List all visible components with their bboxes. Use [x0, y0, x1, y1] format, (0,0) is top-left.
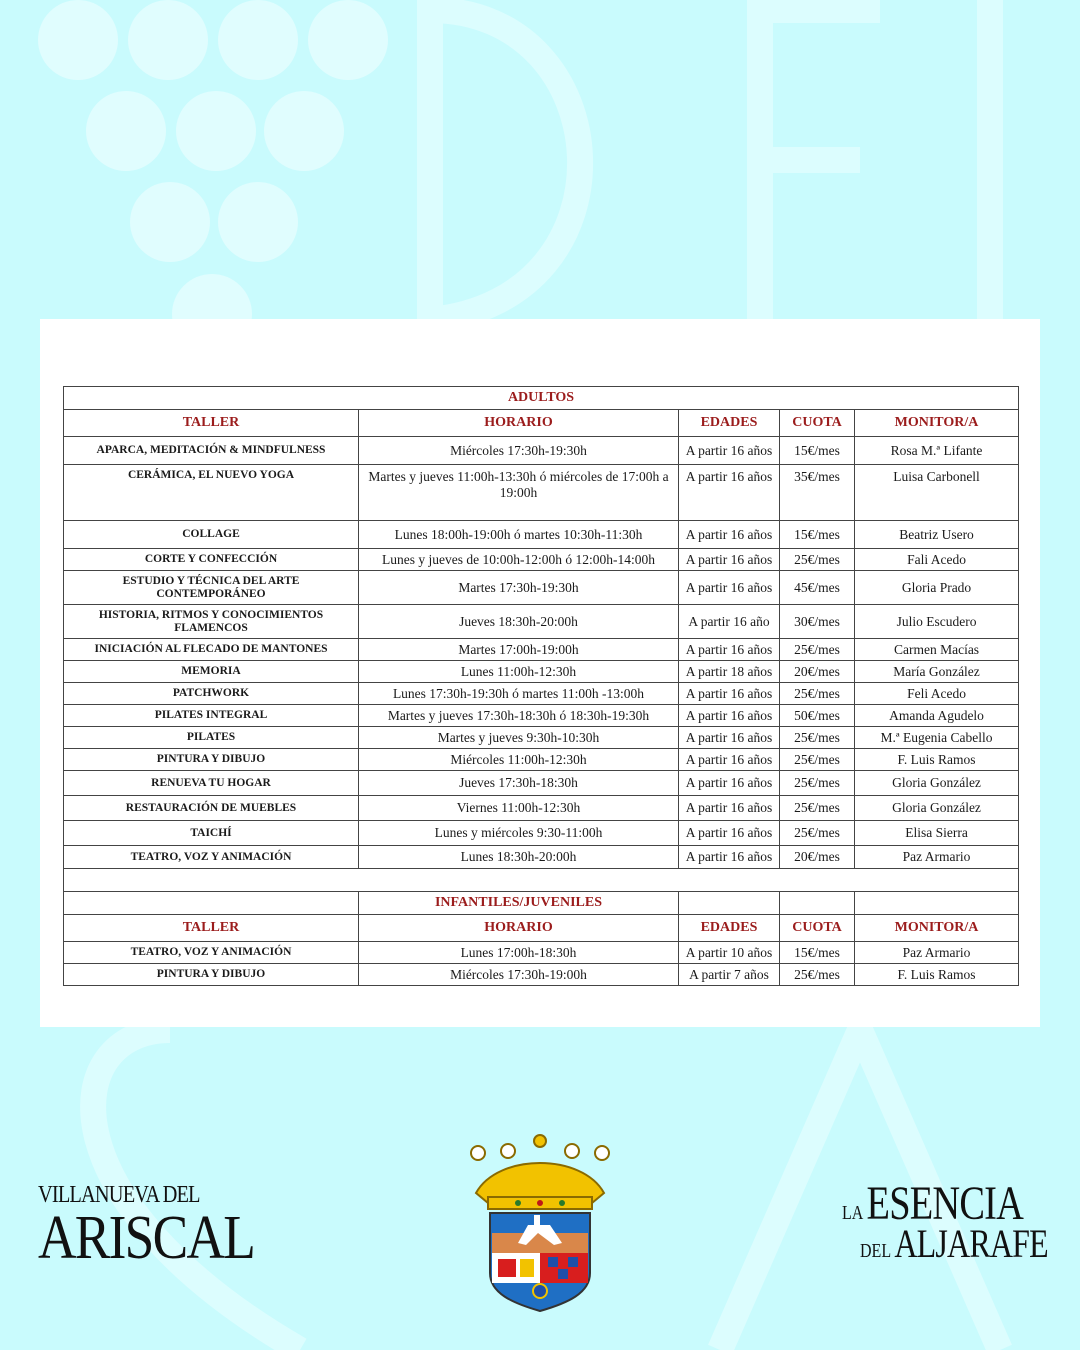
cell-edades: A partir 16 años	[679, 683, 780, 705]
cell-monitor: Amanda Agudelo	[855, 705, 1019, 727]
cell-monitor: Gloria Prado	[855, 571, 1019, 605]
cell-taller: ESTUDIO Y TÉCNICA DEL ARTE CONTEMPORÁNEO	[64, 571, 359, 605]
cell-edades: A partir 16 años	[679, 571, 780, 605]
table-row	[64, 727, 1019, 749]
cell-monitor: Fali Acedo	[855, 549, 1019, 571]
cell-taller: APARCA, MEDITACIÓN & MINDFULNESS	[64, 437, 359, 465]
cell-edades: A partir 16 años	[679, 749, 780, 771]
cell-monitor: Beatriz Usero	[855, 521, 1019, 549]
cell-taller: CORTE Y CONFECCIÓN	[64, 549, 359, 571]
cell-monitor: María González	[855, 661, 1019, 683]
cell-taller: PINTURA Y DIBUJO	[64, 749, 359, 771]
cell-edades: A partir 16 años	[679, 705, 780, 727]
table-row	[64, 796, 1019, 821]
cell-edades: A partir 16 años	[679, 846, 780, 869]
cell-taller: PILATES	[64, 727, 359, 749]
cell-horario: Martes y jueves 17:30h-18:30h ó 18:30h-19:30h	[359, 705, 679, 727]
cell-taller: TEATRO, VOZ Y ANIMACIÓN	[64, 942, 359, 964]
cell-monitor: Luisa Carbonell	[855, 465, 1019, 521]
table-row	[64, 705, 1019, 727]
table-row	[64, 549, 1019, 571]
cell-monitor: F. Luis Ramos	[855, 749, 1019, 771]
column-header-horario: HORARIO	[359, 410, 679, 437]
column-header-monitor: MONITOR/A	[855, 410, 1019, 437]
cell-horario: Martes y jueves 11:00h-13:30h ó miércoles de 17:00h a 19:00h	[359, 465, 679, 521]
cell-cuota: 15€/mes	[780, 942, 855, 964]
cell-taller: COLLAGE	[64, 521, 359, 549]
cell-edades: A partir 16 años	[679, 796, 780, 821]
section-title: INFANTILES/JUVENILES	[359, 892, 679, 915]
cell-monitor: Rosa M.ª Lifante	[855, 437, 1019, 465]
cell-horario: Lunes y jueves de 10:00h-12:00h ó 12:00h-14:00h	[359, 549, 679, 571]
cell-edades: A partir 16 años	[679, 821, 780, 846]
table-row	[64, 437, 1019, 465]
cell-cuota: 25€/mes	[780, 749, 855, 771]
logo-right-line2	[860, 1221, 1048, 1266]
cell-edades: A partir 16 años	[679, 549, 780, 571]
table-row	[64, 942, 1019, 964]
villanueva-del-ariscal-logo	[38, 1182, 268, 1272]
cell-horario: Lunes 18:30h-20:00h	[359, 846, 679, 869]
cell-cuota: 25€/mes	[780, 683, 855, 705]
table-row	[64, 771, 1019, 796]
cell-cuota: 35€/mes	[780, 465, 855, 521]
section-adultos	[64, 387, 1019, 410]
logo-left-line1: VILLANUEVA DEL	[38, 1182, 200, 1208]
column-header-horario: HORARIO	[359, 915, 679, 942]
spacer-cell	[64, 869, 1019, 892]
cell-cuota: 50€/mes	[780, 705, 855, 727]
cell-cuota: 25€/mes	[780, 821, 855, 846]
cell-edades: A partir 16 años	[679, 639, 780, 661]
cell-monitor: Gloria González	[855, 771, 1019, 796]
cell-taller: INICIACIÓN AL FLECADO DE MANTONES	[64, 639, 359, 661]
cell-edades: A partir 16 años	[679, 521, 780, 549]
cell-cuota: 25€/mes	[780, 964, 855, 986]
cell-monitor: Carmen Macías	[855, 639, 1019, 661]
column-header-cuota: CUOTA	[780, 915, 855, 942]
cell-horario: Jueves 17:30h-18:30h	[359, 771, 679, 796]
section-title-empty	[679, 892, 780, 915]
column-header-taller: TALLER	[64, 410, 359, 437]
cell-monitor: Gloria González	[855, 796, 1019, 821]
table-row	[64, 465, 1019, 521]
schedule-table-body	[64, 387, 1019, 986]
table-row	[64, 683, 1019, 705]
cell-horario: Martes 17:30h-19:30h	[359, 571, 679, 605]
youth-header-row	[64, 915, 1019, 942]
table-row	[64, 749, 1019, 771]
section-title-empty	[780, 892, 855, 915]
column-header-monitor: MONITOR/A	[855, 915, 1019, 942]
schedule-table	[63, 386, 1019, 986]
cell-horario: Lunes 17:30h-19:30h ó martes 11:00h -13:00h	[359, 683, 679, 705]
cell-horario: Miércoles 17:30h-19:00h	[359, 964, 679, 986]
section-title-empty	[855, 892, 1019, 915]
logo-right-del: DEL	[860, 1240, 892, 1262]
cell-taller: TAICHÍ	[64, 821, 359, 846]
cell-taller: PINTURA Y DIBUJO	[64, 964, 359, 986]
cell-edades: A partir 16 años	[679, 727, 780, 749]
table-row	[64, 571, 1019, 605]
cell-monitor: Paz Armario	[855, 942, 1019, 964]
cell-taller: PATCHWORK	[64, 683, 359, 705]
section-infantiles	[64, 892, 1019, 915]
column-header-cuota: CUOTA	[780, 410, 855, 437]
cell-horario: Lunes y miércoles 9:30-11:00h	[359, 821, 679, 846]
cell-cuota: 25€/mes	[780, 549, 855, 571]
cell-monitor: M.ª Eugenia Cabello	[855, 727, 1019, 749]
cell-cuota: 25€/mes	[780, 796, 855, 821]
cell-edades: A partir 10 años	[679, 942, 780, 964]
cell-taller: RENUEVA TU HOGAR	[64, 771, 359, 796]
cell-taller: PILATES INTEGRAL	[64, 705, 359, 727]
table-row	[64, 605, 1019, 639]
cell-edades: A partir 18 años	[679, 661, 780, 683]
cell-monitor: Feli Acedo	[855, 683, 1019, 705]
adults-header-row	[64, 410, 1019, 437]
cell-cuota: 30€/mes	[780, 605, 855, 639]
cell-cuota: 15€/mes	[780, 521, 855, 549]
cell-horario: Miércoles 11:00h-12:30h	[359, 749, 679, 771]
cell-horario: Miércoles 17:30h-19:30h	[359, 437, 679, 465]
cell-taller: CERÁMICA, EL NUEVO YOGA	[64, 465, 359, 521]
cell-taller: RESTAURACIÓN DE MUEBLES	[64, 796, 359, 821]
cell-horario: Lunes 18:00h-19:00h ó martes 10:30h-11:30h	[359, 521, 679, 549]
cell-taller: MEMORIA	[64, 661, 359, 683]
column-header-taller: TALLER	[64, 915, 359, 942]
cell-horario: Jueves 18:30h-20:00h	[359, 605, 679, 639]
logo-right-la: LA	[842, 1202, 864, 1224]
section-title: ADULTOS	[64, 387, 1019, 410]
spacer-row	[64, 869, 1019, 892]
cell-monitor: Elisa Sierra	[855, 821, 1019, 846]
cell-cuota: 20€/mes	[780, 661, 855, 683]
table-row	[64, 661, 1019, 683]
cell-taller: TEATRO, VOZ Y ANIMACIÓN	[64, 846, 359, 869]
cell-cuota: 45€/mes	[780, 571, 855, 605]
cell-horario: Martes y jueves 9:30h-10:30h	[359, 727, 679, 749]
cell-cuota: 25€/mes	[780, 639, 855, 661]
logo-right-esencia: ESENCIA	[866, 1177, 1024, 1230]
cell-edades: A partir 16 años	[679, 465, 780, 521]
cell-edades: A partir 16 años	[679, 771, 780, 796]
table-row	[64, 521, 1019, 549]
cell-monitor: Julio Escudero	[855, 605, 1019, 639]
cell-cuota: 25€/mes	[780, 771, 855, 796]
cell-horario: Lunes 17:00h-18:30h	[359, 942, 679, 964]
table-row	[64, 639, 1019, 661]
schedule-sheet	[40, 319, 1040, 1027]
logo-right-aljarafe: ALJARAFE	[894, 1221, 1048, 1266]
cell-edades: A partir 7 años	[679, 964, 780, 986]
cell-edades: A partir 16 año	[679, 605, 780, 639]
cell-cuota: 15€/mes	[780, 437, 855, 465]
cell-horario: Viernes 11:00h-12:30h	[359, 796, 679, 821]
cell-horario: Lunes 11:00h-12:30h	[359, 661, 679, 683]
logo-right-line1	[842, 1177, 1024, 1230]
column-header-edades: EDADES	[679, 915, 780, 942]
cell-horario: Martes 17:00h-19:00h	[359, 639, 679, 661]
la-esencia-del-aljarafe-logo	[842, 1177, 1048, 1266]
section-title-empty	[64, 892, 359, 915]
table-row	[64, 821, 1019, 846]
table-row	[64, 964, 1019, 986]
cell-taller: HISTORIA, RITMOS Y CONOCIMIENTOS FLAMENCOS	[64, 605, 359, 639]
cell-monitor: Paz Armario	[855, 846, 1019, 869]
cell-edades: A partir 16 años	[679, 437, 780, 465]
cell-monitor: F. Luis Ramos	[855, 964, 1019, 986]
table-row	[64, 846, 1019, 869]
coat-of-arms-icon	[468, 1133, 612, 1313]
column-header-edades: EDADES	[679, 410, 780, 437]
cell-cuota: 20€/mes	[780, 846, 855, 869]
cell-cuota: 25€/mes	[780, 727, 855, 749]
logo-left-line2: ARISCAL	[38, 1204, 255, 1272]
